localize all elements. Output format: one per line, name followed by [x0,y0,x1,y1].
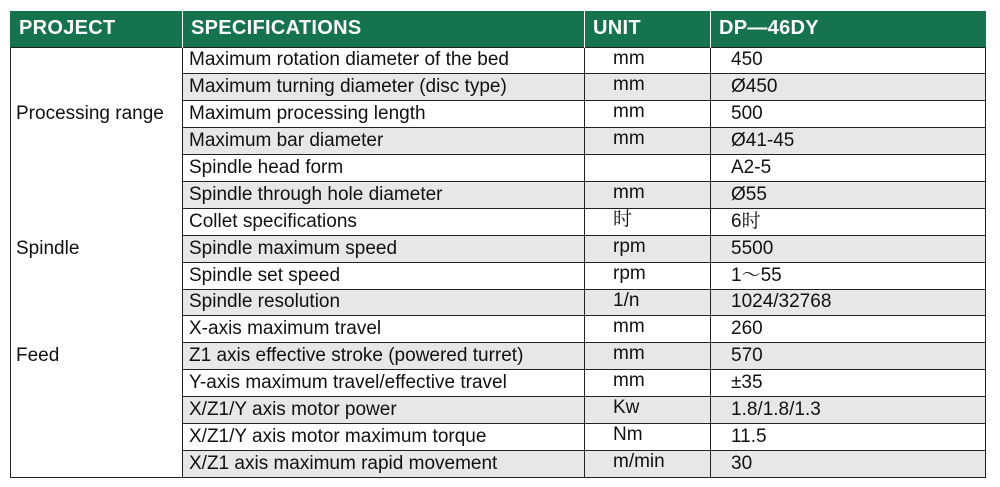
value-cell: ±35 [711,370,986,397]
project-cell [11,397,183,424]
spec-cell: Maximum turning diameter (disc type) [183,74,585,101]
value-cell: 30 [711,450,986,477]
value-cell: 450 [711,47,986,74]
unit-cell: mm [585,74,711,101]
table-row [11,235,986,262]
table-body [11,47,986,477]
unit-cell: mm [585,128,711,155]
project-cell [11,262,183,289]
unit-cell: mm [585,343,711,370]
project-cell: Feed [11,343,183,370]
unit-cell [585,155,711,182]
table-row [11,450,986,477]
project-cell [11,128,183,155]
value-cell: Ø41-45 [711,128,986,155]
table-row [11,47,986,74]
spec-cell: X-axis maximum travel [183,316,585,343]
unit-cell: Kw [585,397,711,424]
value-cell: 11.5 [711,423,986,450]
spec-cell: X/Z1/Y axis motor maximum torque [183,423,585,450]
value-cell: 5500 [711,235,986,262]
project-cell [11,289,183,316]
value-cell: 6时 [711,208,986,235]
spec-cell: Maximum rotation diameter of the bed [183,47,585,74]
project-cell [11,47,183,74]
table-row [11,155,986,182]
table-row [11,316,986,343]
value-cell: 570 [711,343,986,370]
header-specifications: SPECIFICATIONS [183,11,585,47]
project-cell [11,181,183,208]
spec-cell: Spindle resolution [183,289,585,316]
project-cell [11,370,183,397]
spec-cell: X/Z1 axis maximum rapid movement [183,450,585,477]
unit-cell: mm [585,316,711,343]
specifications-table [10,11,986,478]
value-cell: 1～55 [711,262,986,289]
value-cell: A2-5 [711,155,986,182]
project-cell [11,423,183,450]
value-cell: Ø55 [711,181,986,208]
spec-cell: Spindle maximum speed [183,235,585,262]
unit-cell: m/min [585,450,711,477]
spec-table-container [10,11,986,478]
unit-cell: rpm [585,235,711,262]
unit-cell: mm [585,181,711,208]
value-cell: 260 [711,316,986,343]
project-cell [11,74,183,101]
value-cell: 1024/32768 [711,289,986,316]
spec-cell: Spindle head form [183,155,585,182]
spec-cell: Collet specifications [183,208,585,235]
unit-cell: mm [585,101,711,128]
project-cell [11,316,183,343]
project-cell [11,208,183,235]
header-project: PROJECT [11,11,183,47]
table-row [11,262,986,289]
header-unit: UNIT [585,11,711,47]
table-row [11,423,986,450]
spec-cell: Z1 axis effective stroke (powered turret) [183,343,585,370]
project-cell: Spindle [11,235,183,262]
table-row [11,343,986,370]
spec-cell: Y-axis maximum travel/effective travel [183,370,585,397]
spec-cell: Spindle set speed [183,262,585,289]
unit-cell: mm [585,370,711,397]
table-row [11,289,986,316]
project-cell [11,155,183,182]
value-cell: 500 [711,101,986,128]
spec-cell: X/Z1/Y axis motor power [183,397,585,424]
table-row [11,370,986,397]
table-row [11,74,986,101]
unit-cell: rpm [585,262,711,289]
header-model: DP—46DY [711,11,986,47]
project-cell: Processing range [11,101,183,128]
table-row [11,101,986,128]
project-cell [11,450,183,477]
unit-cell: Nm [585,423,711,450]
table-row [11,181,986,208]
unit-cell: 时 [585,208,711,235]
table-row [11,208,986,235]
spec-cell: Spindle through hole diameter [183,181,585,208]
table-header-row [11,11,986,47]
value-cell: Ø450 [711,74,986,101]
table-row [11,128,986,155]
spec-cell: Maximum bar diameter [183,128,585,155]
spec-cell: Maximum processing length [183,101,585,128]
unit-cell: mm [585,47,711,74]
table-row [11,397,986,424]
value-cell: 1.8/1.8/1.3 [711,397,986,424]
unit-cell: 1/n [585,289,711,316]
